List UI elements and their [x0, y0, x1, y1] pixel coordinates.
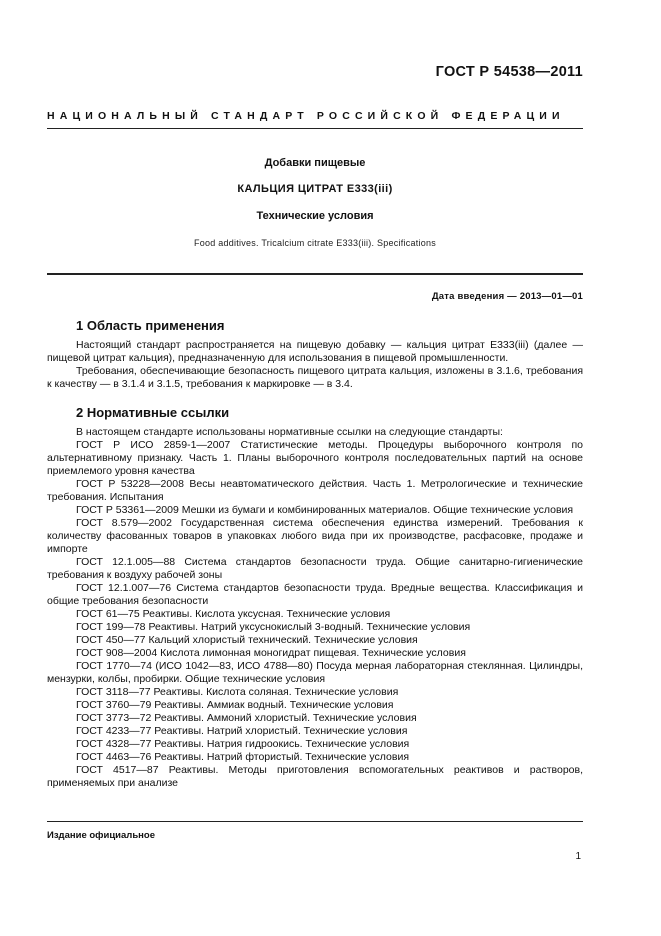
national-standard-banner: НАЦИОНАЛЬНЫЙ СТАНДАРТ РОССИЙСКОЙ ФЕДЕРАЦИИ — [47, 110, 565, 122]
paragraph: Требования, обеспечивающие безопасность пищевого цитрата кальция, изложены в 3.1.6, требования к качеству — в 3.1.4 и 3.1.5, требования к маркировке — в 3.4. — [47, 365, 583, 390]
title-name: КАЛЬЦИЯ ЦИТРАТ Е333(iii) — [237, 183, 393, 195]
title-category: Добавки пищевые — [264, 157, 366, 169]
page-number: 1 — [575, 851, 581, 862]
reference-item: ГОСТ 1770—74 (ИСО 1042—83, ИСО 4788—80) Посуда мерная лабораторная стеклянная. Цилиндры, мензурки, колбы, пробирки. Общие технические условия — [47, 660, 583, 685]
reference-item: ГОСТ 4328—77 Реактивы. Натрия гидроокись. Технические условия — [76, 738, 410, 750]
title-subtitle: Технические условия — [256, 210, 374, 222]
reference-item: ГОСТ 4233—77 Реактивы. Натрий хлористый. Технические условия — [76, 725, 408, 737]
reference-item: ГОСТ 3760—79 Реактивы. Аммиак водный. Технические условия — [76, 699, 394, 711]
edition-label: Издание официальное — [47, 830, 155, 841]
section-2-body — [47, 426, 583, 790]
reference-item: ГОСТ 3118—77 Реактивы. Кислота соляная. Технические условия — [76, 686, 399, 698]
reference-item: ГОСТ 199—78 Реактивы. Натрий уксуснокислый 3-водный. Технические условия — [76, 621, 471, 633]
reference-item: ГОСТ 450—77 Кальций хлористый технический. Технические условия — [76, 634, 418, 646]
header-divider — [47, 128, 583, 129]
reference-item: ГОСТ Р ИСО 2859-1—2007 Статистические методы. Процедуры выборочного контроля по альтернативному признаку. Часть 1. Планы выборочного контроля последовательных партий на основе приемлемого уровня качества — [47, 439, 583, 477]
reference-item: ГОСТ 4517—87 Реактивы. Методы приготовления вспомогательных реактивов и растворов, применяемых при анализе — [47, 764, 583, 789]
reference-item: ГОСТ 3773—72 Реактивы. Аммоний хлористый. Технические условия — [76, 712, 417, 724]
section-1-body — [47, 339, 583, 391]
reference-item: ГОСТ 61—75 Реактивы. Кислота уксусная. Технические условия — [76, 608, 391, 620]
title-english: Food additives. Tricalcium citrate E333(iii). Specifications — [193, 238, 437, 248]
intro-date: Дата введения — 2013—01—01 — [431, 291, 583, 302]
reference-item: ГОСТ 908—2004 Кислота лимонная моногидрат пищевая. Технические условия — [76, 647, 466, 659]
paragraph: Настоящий стандарт распространяется на пищевую добавку — кальция цитрат Е333(iii) (далее — пищевой цитрат кальция), предназначенную для использования в пищевой промышленности. — [47, 339, 583, 364]
section-1-heading: 1 Область применения — [76, 318, 225, 333]
references-intro: В настоящем стандарте использованы нормативные ссылки на следующие стандарты: — [76, 426, 503, 438]
reference-item: ГОСТ Р 53228—2008 Весы неавтоматического действия. Часть 1. Метрологические и технические требования. Испытания — [47, 478, 583, 503]
reference-item: ГОСТ 4463—76 Реактивы. Натрий фтористый. Технические условия — [76, 751, 410, 763]
section-2-heading: 2 Нормативные ссылки — [76, 405, 230, 420]
reference-item: ГОСТ 8.579—2002 Государственная система обеспечения единства измерений. Требования к количеству фасованных товаров в упаковках любого вида при их производстве, расфасовке, продаже и импорте — [47, 517, 583, 555]
reference-item: ГОСТ 12.1.005—88 Система стандартов безопасности труда. Общие санитарно-гигиенические требования к воздуху рабочей зоны — [47, 556, 583, 581]
footer-divider — [47, 821, 583, 822]
reference-item: ГОСТ 12.1.007—76 Система стандартов безопасности труда. Вредные вещества. Классификация и общие требования безопасности — [47, 582, 583, 607]
reference-item: ГОСТ Р 53361—2009 Мешки из бумаги и комбинированных материалов. Общие технические условия — [76, 504, 574, 516]
title-divider — [47, 273, 583, 275]
gost-code: ГОСТ Р 54538—2011 — [435, 64, 583, 80]
